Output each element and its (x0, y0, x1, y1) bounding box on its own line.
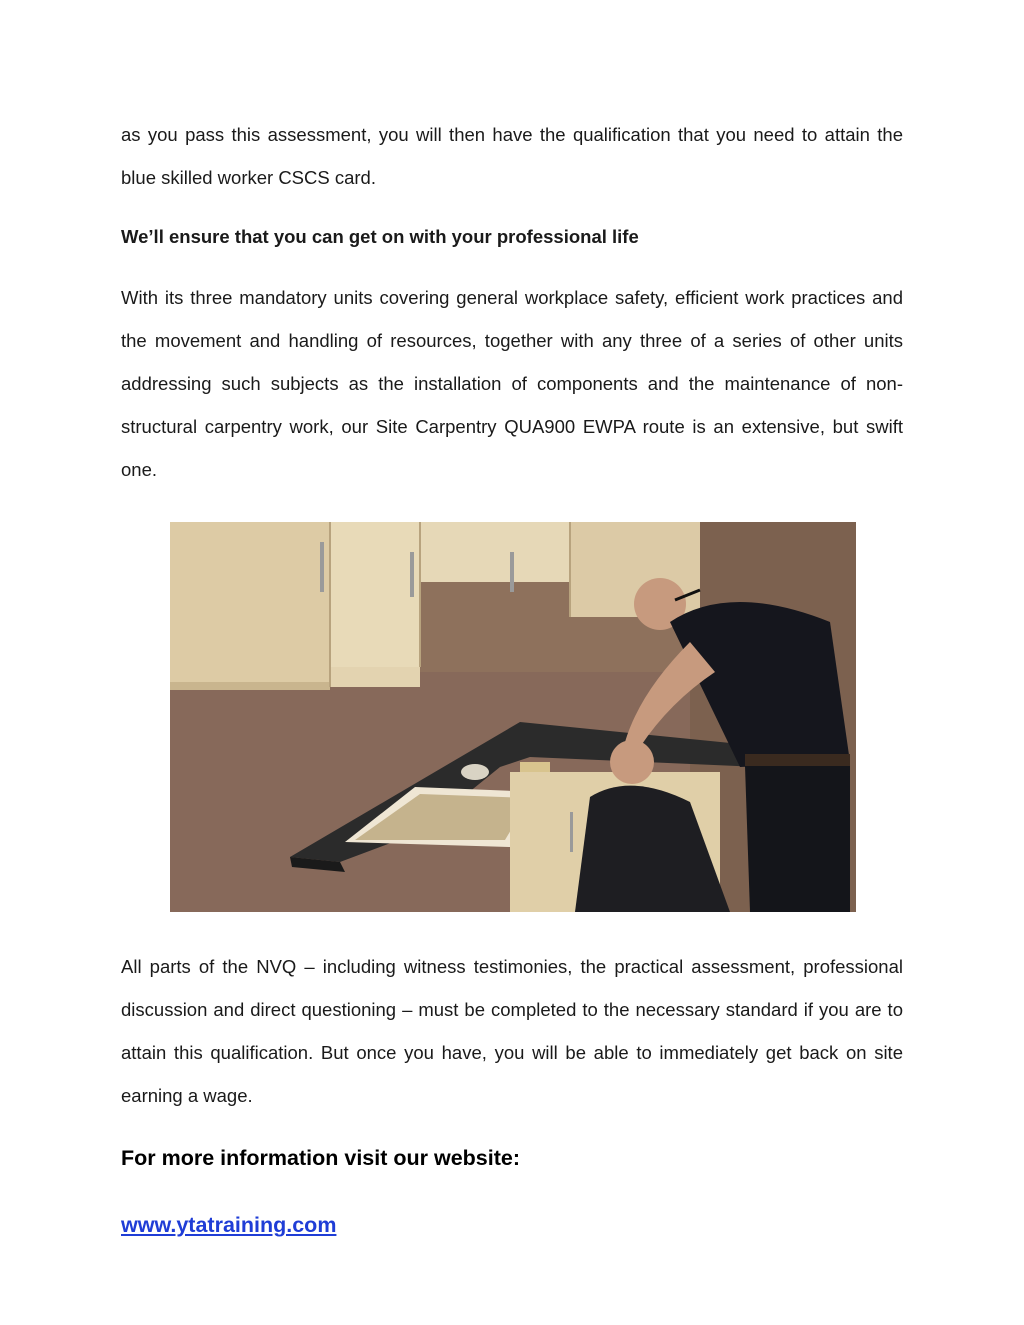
info-heading: For more information visit our website: (121, 1146, 520, 1170)
paragraph-units: With its three mandatory units covering general workplace safety, efficient work practices and the movement and handling of resources, together with any three of a series of other units addressing such subjects as the installation of components and the maintenance of non-structural carpentry work, our Site Carpentry QUA900 EWPA route is an extensive, but swift one. (121, 287, 903, 480)
section-subheading: We’ll ensure that you can get on with your professional life (121, 226, 639, 247)
carpentry-photo (170, 522, 856, 912)
carpentry-photo-illustration (170, 522, 856, 912)
paragraph-intro: as you pass this assessment, you will then have the qualification that you need to attain the blue skilled worker CSCS card. (121, 124, 903, 188)
paragraph-nvq: All parts of the NVQ – including witness testimonies, the practical assessment, professional discussion and direct questioning – must be completed to the necessary standard if you are to attain this qualification. But once you have, you will be able to immediately get back on site earning a wage. (121, 956, 903, 1106)
website-link[interactable]: www.ytatraining.com (121, 1213, 337, 1237)
